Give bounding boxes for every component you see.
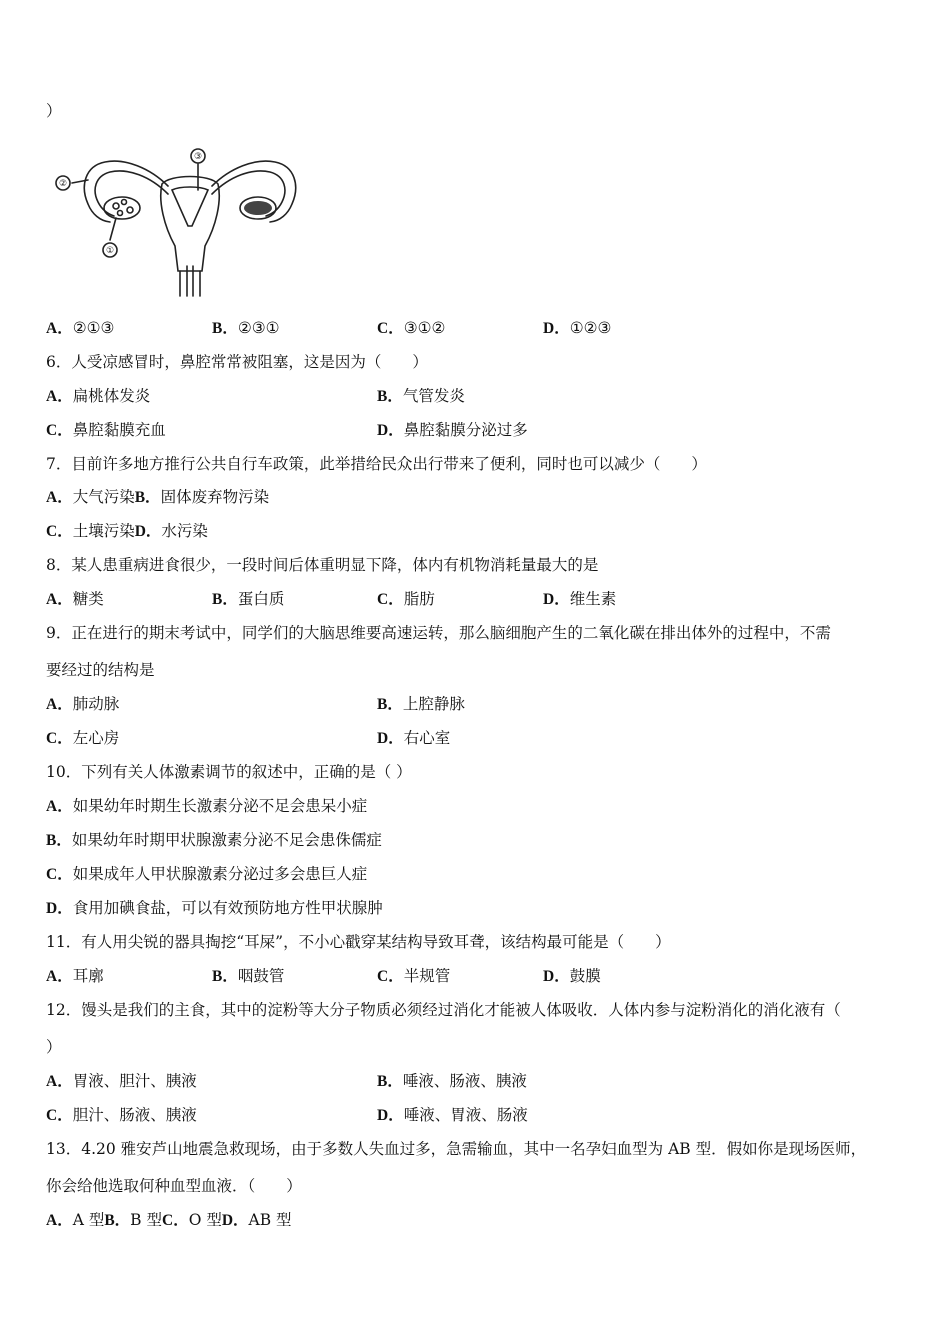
q13-option-c[interactable]: C．O 型: [162, 1211, 222, 1229]
q11-option-c[interactable]: C．半规管: [377, 967, 451, 985]
q5-option-a[interactable]: A．②①③: [46, 319, 115, 337]
q12-option-c[interactable]: C．胆汁、肠液、胰液: [46, 1106, 197, 1124]
marker-1: ①: [105, 246, 115, 256]
q6-option-c[interactable]: C．鼻腔黏膜充血: [46, 421, 166, 439]
female-reproductive-system-figure: [50, 146, 320, 298]
q8-option-d[interactable]: D．维生素: [543, 590, 617, 608]
q9-option-a[interactable]: A．肺动脉: [46, 695, 120, 713]
q10-option-d[interactable]: D．食用加碘食盐，可以有效预防地方性甲状腺肿: [46, 899, 383, 917]
q6-stem: 6．人受凉感冒时，鼻腔常常被阻塞，这是因为（ ）: [46, 353, 428, 371]
q10-stem: 10．下列有关人体激素调节的叙述中，正确的是（ ）: [46, 763, 412, 781]
q13-stem-line-2: 你会给他选取何种血型血液．（ ）: [46, 1177, 302, 1195]
q8-option-c[interactable]: C．脂肪: [377, 590, 435, 608]
q13-option-a[interactable]: A．A 型: [46, 1211, 105, 1229]
q6-option-d[interactable]: D．鼻腔黏膜分泌过多: [377, 421, 528, 439]
q12-option-d[interactable]: D．唾液、胃液、肠液: [377, 1106, 528, 1124]
q10-option-a[interactable]: A．如果幼年时期生长激素分泌不足会患呆小症: [46, 797, 368, 815]
q12-stem-line-2: ）: [46, 1038, 62, 1056]
q9-stem-line-1: 9．正在进行的期末考试中，同学们的大脑思维要高速运转，那么脑细胞产生的二氧化碳在排出体外的过程中，不需: [46, 624, 831, 642]
q7-option-d[interactable]: D．水污染: [134, 522, 208, 540]
q13-options-line: [46, 1210, 292, 1231]
question-continuation-paren: ）: [46, 102, 62, 120]
q11-option-d[interactable]: D．鼓膜: [543, 967, 601, 985]
q9-stem-line-2: 要经过的结构是: [46, 661, 155, 679]
q10-option-b[interactable]: B．如果幼年时期甲状腺激素分泌不足会患侏儒症: [46, 831, 382, 849]
q9-option-b[interactable]: B．上腔静脉: [377, 695, 465, 713]
q13-stem-line-1: 13．4.20 雅安芦山地震急救现场，由于多数人失血过多，急需输血，其中一名孕妇血型为 AB 型．假如你是现场医师，: [46, 1140, 867, 1158]
q12-option-b[interactable]: B．唾液、肠液、胰液: [377, 1072, 527, 1090]
q5-option-b[interactable]: B．②③①: [212, 319, 280, 337]
q8-option-b[interactable]: B．蛋白质: [212, 590, 285, 608]
q9-option-c[interactable]: C．左心房: [46, 729, 120, 747]
q12-stem-line-1: 12．馒头是我们的主食，其中的淀粉等大分子物质必须经过消化才能被人体吸收．人体内参与淀粉消化的消化液有（: [46, 1001, 841, 1019]
marker-2: ②: [58, 179, 68, 189]
q12-option-a[interactable]: A．胃液、胆汁、胰液: [46, 1072, 197, 1090]
q6-option-b[interactable]: B．气管发炎: [377, 387, 465, 405]
q5-option-d[interactable]: D．①②③: [543, 319, 612, 337]
q11-option-a[interactable]: A．耳廓: [46, 967, 104, 985]
q7-option-a[interactable]: A．大气污染: [46, 488, 135, 506]
q7-stem: 7．目前许多地方推行公共自行车政策，此举措给民众出行带来了便利，同时也可以减少（ ）: [46, 455, 707, 473]
q7-option-c[interactable]: C．土壤污染: [46, 522, 135, 540]
q6-option-a[interactable]: A．扁桃体发炎: [46, 387, 151, 405]
q7-options-line-2: [46, 521, 208, 542]
q13-option-d[interactable]: D．AB 型: [221, 1211, 292, 1229]
q7-options-line-1: [46, 487, 269, 508]
q7-option-b[interactable]: B．固体废弃物污染: [134, 488, 270, 506]
q11-stem: 11．有人用尖锐的器具掏挖“耳屎”，不小心戳穿某结构导致耳聋，该结构最可能是（ ）: [46, 933, 671, 951]
q10-option-c[interactable]: C．如果成年人甲状腺激素分泌过多会患巨人症: [46, 865, 368, 883]
q11-option-b[interactable]: B．咽鼓管: [212, 967, 285, 985]
q8-stem: 8．某人患重病进食很少，一段时间后体重明显下降，体内有机物消耗量最大的是: [46, 556, 599, 574]
q13-option-b[interactable]: B．B 型: [104, 1211, 162, 1229]
marker-3: ③: [193, 152, 203, 162]
q5-option-c[interactable]: C．③①②: [377, 319, 446, 337]
q8-option-a[interactable]: A．糖类: [46, 590, 104, 608]
q9-option-d[interactable]: D．右心室: [377, 729, 451, 747]
